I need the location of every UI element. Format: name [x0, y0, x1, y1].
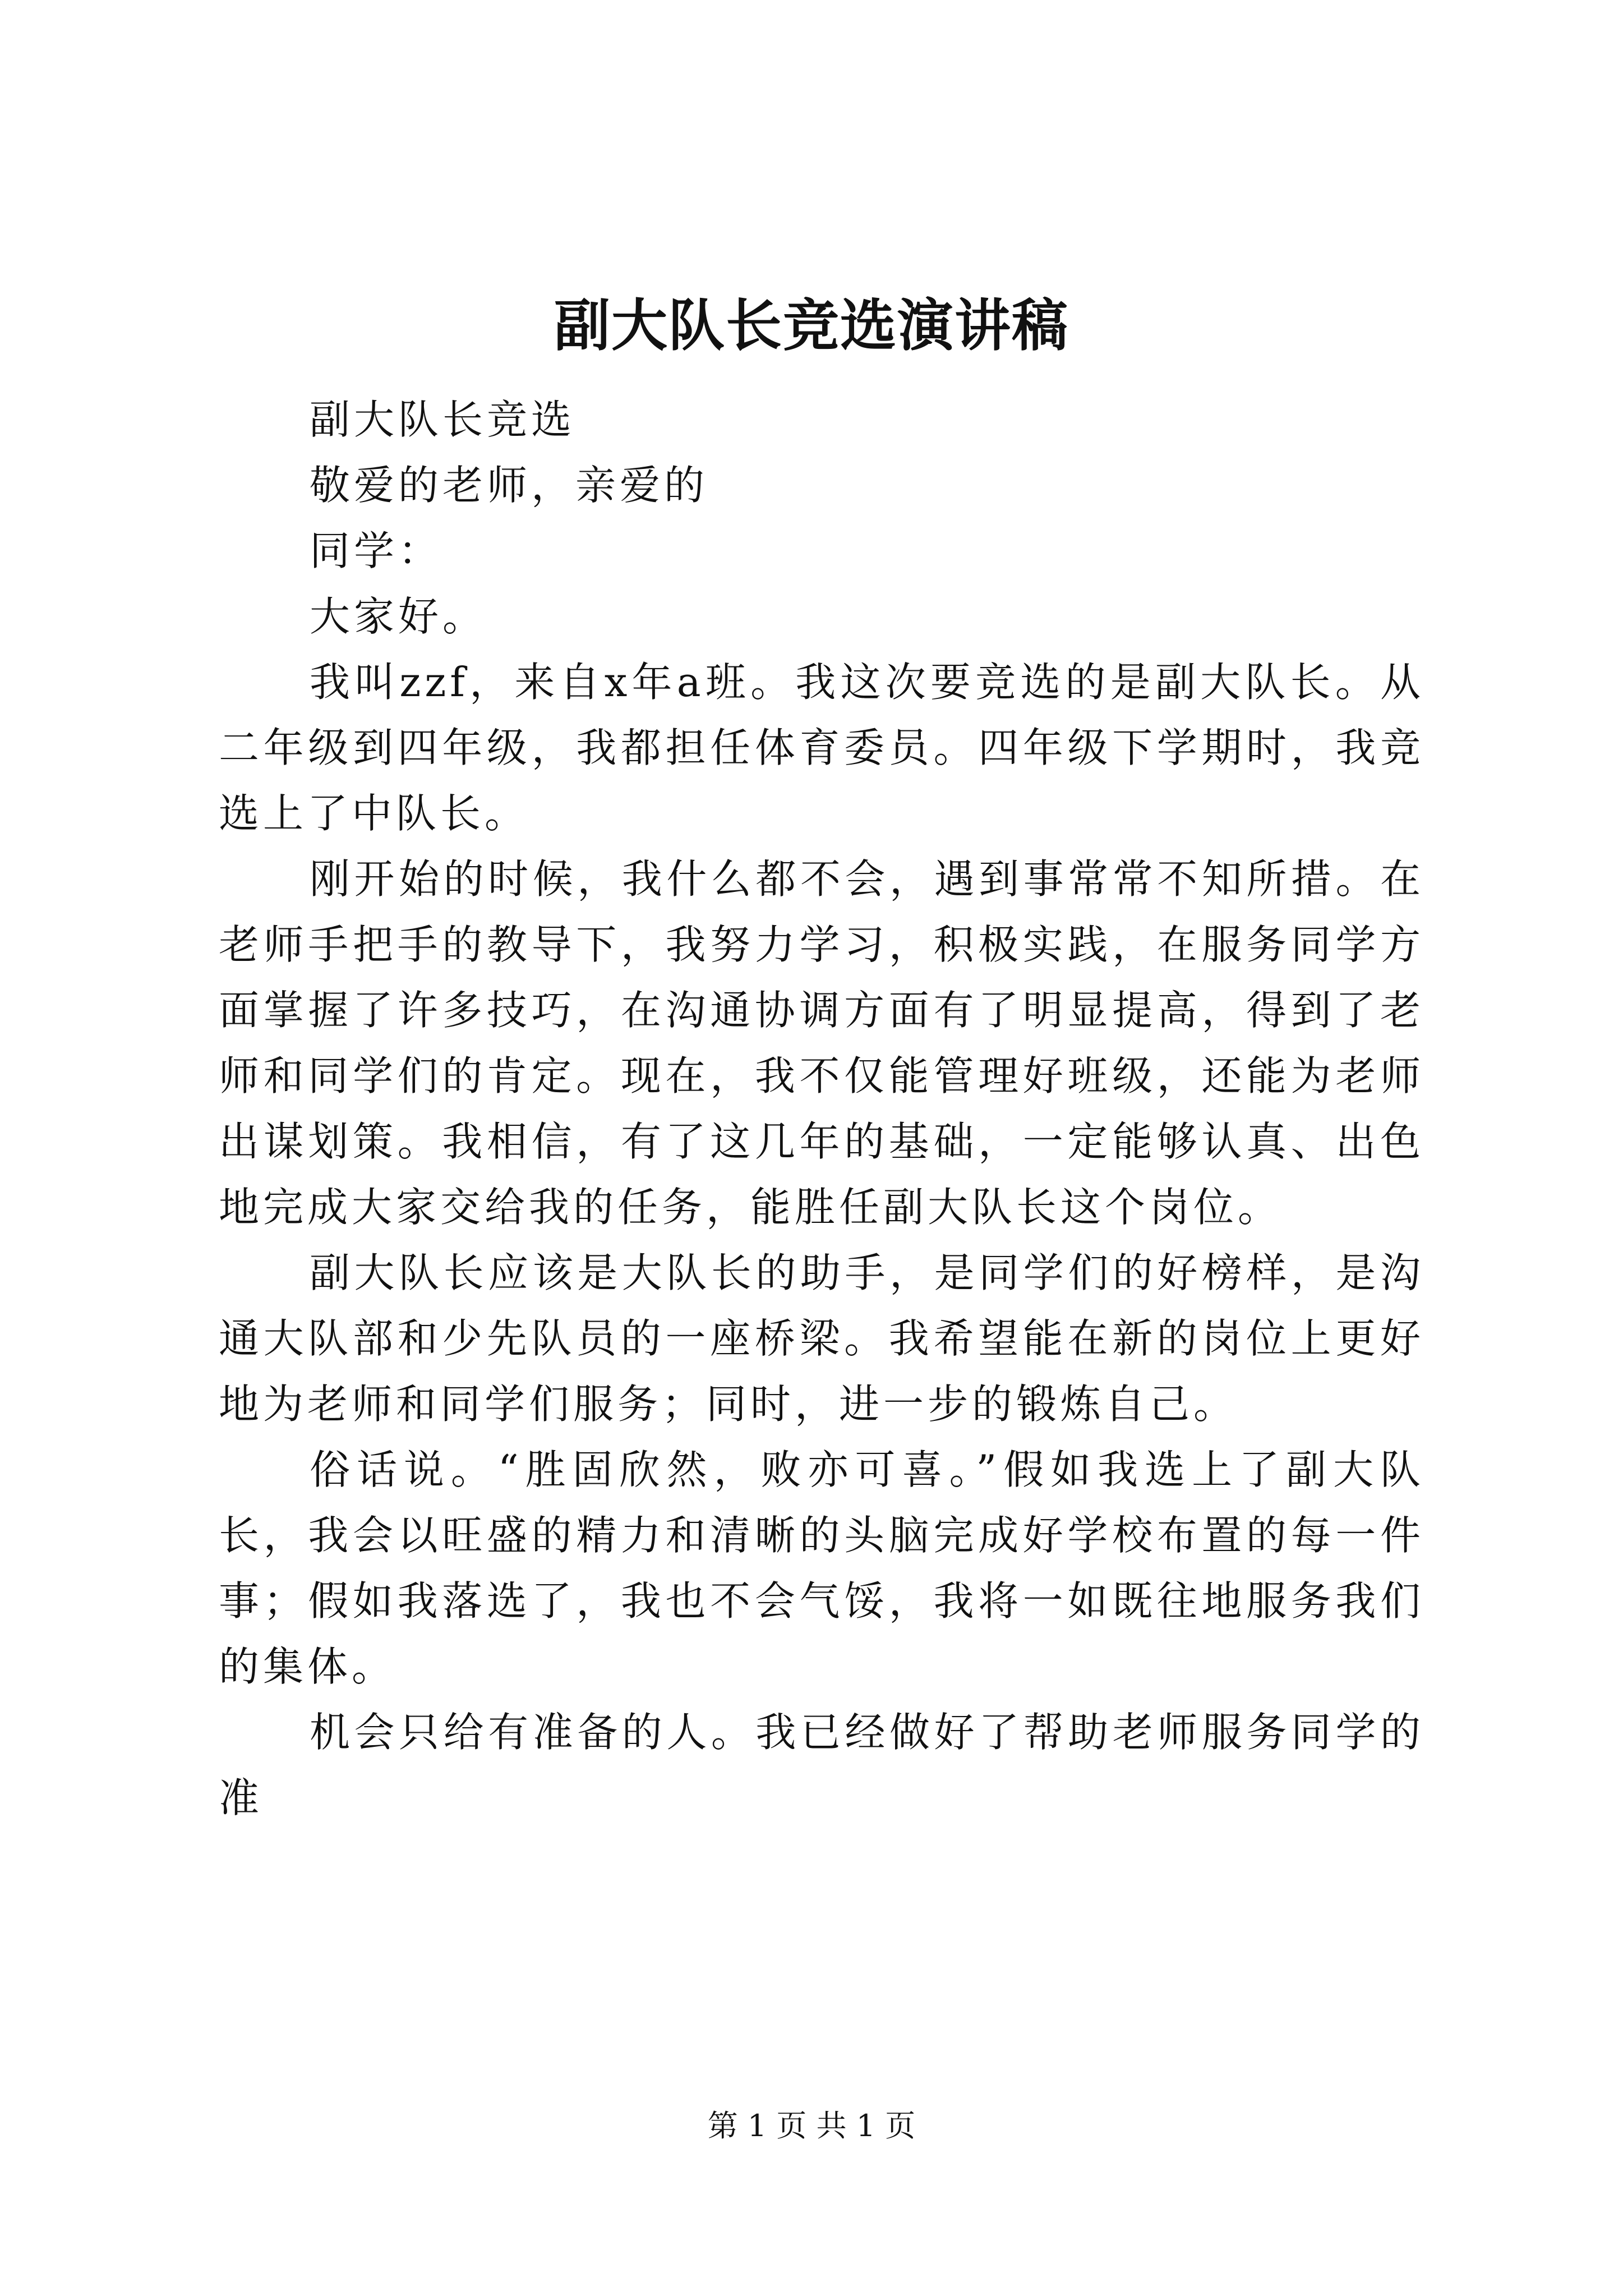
page-footer: 第 1 页 共 1 页	[707, 2108, 916, 2143]
document-body	[219, 387, 1424, 1831]
paragraph-attitude: 俗话说。“胜固欣然，败亦可喜。”假如我选上了副大队长，我会以旺盛的精力和清晰的头脑完成好学校布置的每一件事；假如我落选了，我也不会气馁，我将一如既往地服务我们的集体。	[219, 1446, 1424, 1690]
document-title: 副大队长竞选演讲稿	[554, 292, 1069, 358]
paragraph-introduction: 我叫zzf，来自x年a班。我这次要竞选的是副大队长。从二年级到四年级，我都担任体育委员。四年级下学期时，我竞选上了中队长。	[219, 659, 1424, 837]
paragraph-greeting: 大家好。	[310, 593, 487, 640]
paragraph-salutation: 敬爱的老师，亲爱的	[310, 462, 709, 509]
paragraph-role: 副大队长应该是大队长的助手，是同学们的好榜样，是沟通大队部和少先队员的一座桥梁。我希望能在新的岗位上更好地为老师和同学们服务；同时，进一步的锻炼自己。	[219, 1249, 1424, 1428]
paragraph-closing: 机会只给有准备的人。我已经做好了帮助老师服务同学的准	[219, 1709, 1424, 1821]
paragraph-salutation-cont: 同学：	[310, 527, 443, 574]
paragraph-heading: 副大队长竞选	[310, 396, 576, 443]
paragraph-experience: 刚开始的时候，我什么都不会，遇到事常常不知所措。在老师手把手的教导下，我努力学习，积极实践，在服务同学方面掌握了许多技巧，在沟通协调方面有了明显提高，得到了老师和同学们的肯定。现在，我不仅能管理好班级，还能为老师出谋划策。我相信，有了这几年的基础，一定能够认真、出色地完成大家交给我的任务，能胜任副大队长这个岗位。	[219, 855, 1424, 1231]
